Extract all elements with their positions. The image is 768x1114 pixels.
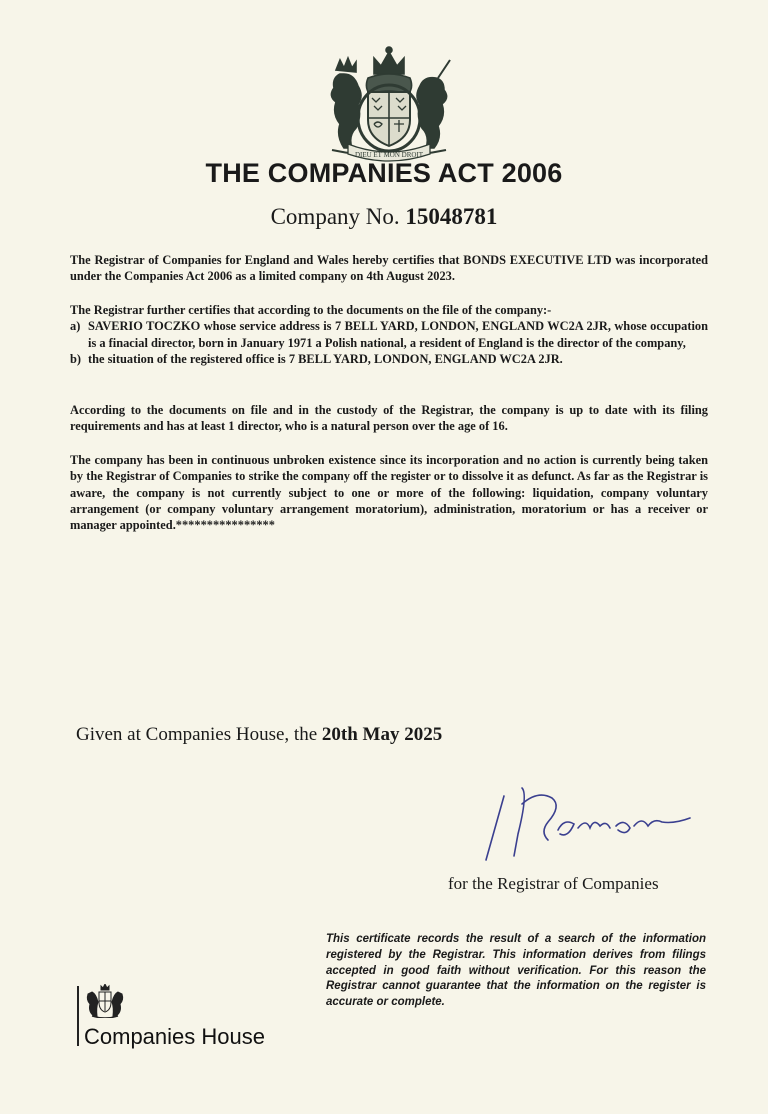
company-number-line <box>0 204 768 230</box>
list-item-text: SAVERIO TOCZKO whose service address is 7 BELL YARD, LONDON, ENGLAND WC2A 2JR, whose occupation is a finacial director, born in January 1971 a Polish national, a resident of England is the director of the company, <box>88 319 708 350</box>
incorporation-paragraph: The Registrar of Companies for England and Wales hereby certifies that BONDS EXECUTIVE LTD was incorporated under the Companies Act 2006 as a limited company on 4th August 2023. <box>70 253 708 284</box>
list-item <box>70 351 708 367</box>
for-registrar-caption: for the Registrar of Companies <box>448 874 659 893</box>
given-date: 20th May 2025 <box>321 724 443 745</box>
companies-house-crest-icon <box>84 984 126 1018</box>
further-certifies-intro: The Registrar further certifies that according to the documents on the file of the company:- <box>70 303 552 317</box>
company-number-label: Company No. <box>270 204 400 229</box>
act-title: THE COMPANIES ACT 2006 <box>205 158 563 188</box>
given-at-text: Given at Companies House, the <box>76 724 318 745</box>
list-item-letter: a) <box>70 319 81 334</box>
list-item-letter: b) <box>70 351 82 366</box>
list-item <box>70 318 708 351</box>
existence-paragraph: The company has been in continuous unbroken existence since its incorporation and no action is currently being taken by the Registrar of Companies to strike the company off the register or to dissolve it as defunct. As far as the Registrar is aware, the company is not currently subject to one or more of the following: liquidation, company voluntary arrangement (or company voluntary arrangement moratorium), administration, moratorium or has a receiver or manager appointed.**************** <box>70 453 708 533</box>
further-certifies-section <box>70 302 708 367</box>
companies-house-name: Companies House <box>84 1024 265 1049</box>
filing-paragraph: According to the documents on file and in the custody of the Registrar, the company is up to date with its filing requirements and has at least 1 director, who is a natural person over the age of 16. <box>70 403 708 434</box>
arms-motto: DIEU ET MON DROIT <box>354 151 424 159</box>
given-at-line <box>76 724 442 746</box>
royal-coat-of-arms-emblem <box>318 44 460 164</box>
certificate-disclaimer: This certificate records the result of a search of the information registered by the Registrar. This information derives from filings accepted in good faith without verification. For this reason the Registrar cannot guarantee that the information on the register is accurate or complete. <box>326 933 706 1009</box>
list-item-text: the situation of the registered office is 7 BELL YARD, LONDON, ENGLAND WC2A 2JR. <box>88 351 563 366</box>
company-number: 15048781 <box>405 204 498 229</box>
registrar-signature <box>478 784 708 864</box>
logo-divider <box>77 986 79 1046</box>
